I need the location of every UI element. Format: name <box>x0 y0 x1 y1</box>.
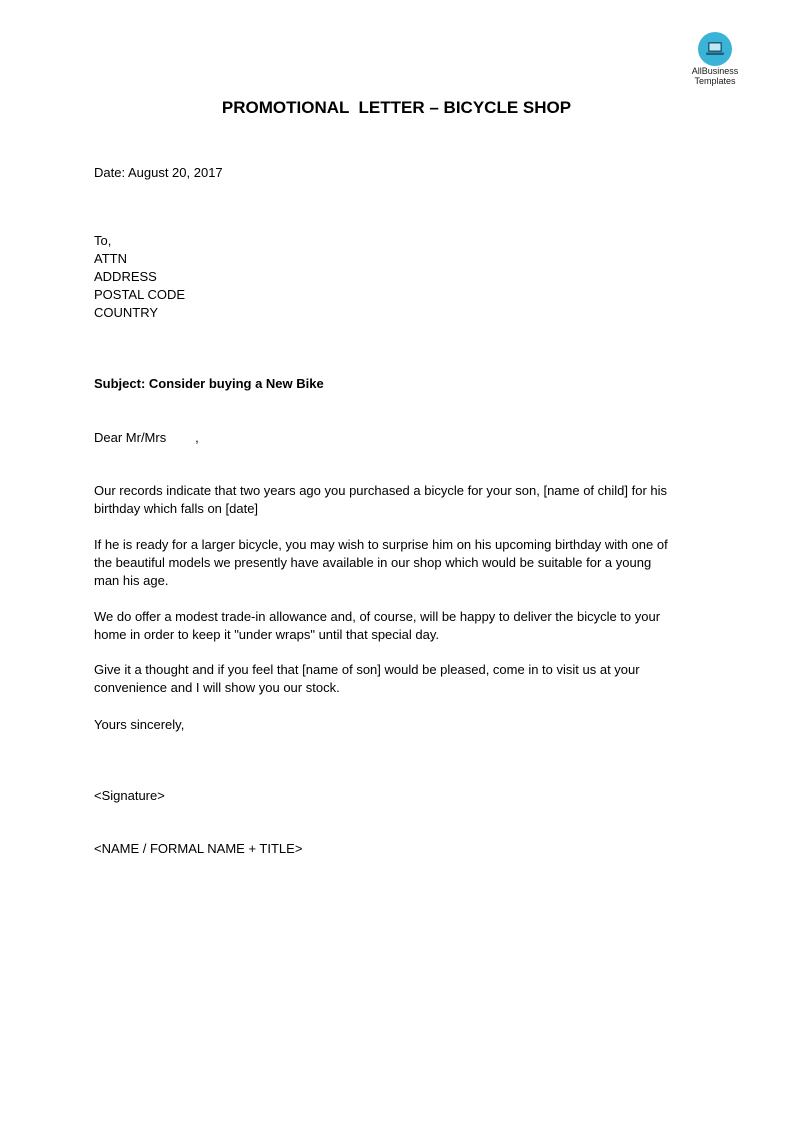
letter-subject: Subject: Consider buying a New Bike <box>94 376 324 391</box>
logo-badge <box>698 32 732 66</box>
address-street: ADDRESS <box>94 269 157 284</box>
logo-text-line2: Templates <box>694 76 736 86</box>
letter-date: Date: August 20, 2017 <box>94 165 223 180</box>
address-postal-code: POSTAL CODE <box>94 287 186 302</box>
salutation: Dear Mr/Mrs , <box>94 430 199 445</box>
body-paragraph-2: If he is ready for a larger bicycle, you may wish to surprise him on his upcoming birthday with one of the beautiful models we presently have available in our shop which would be suitable for a young man his age. <box>94 537 668 588</box>
body-paragraph-4: Give it a thought and if you feel that [name of son] would be pleased, come in to visit us at your convenience and I will show you our stock. <box>94 662 640 695</box>
laptop-icon <box>705 41 725 57</box>
signature-placeholder: <Signature> <box>94 788 165 803</box>
logo-text-line1: AllBusiness <box>691 66 739 76</box>
letter-title: PROMOTIONAL LETTER – BICYCLE SHOP <box>221 98 572 117</box>
body-paragraph-3: We do offer a modest trade-in allowance and, of course, will be happy to deliver the bicycle to your home in order to keep it "under wraps" until that special day. <box>94 609 661 642</box>
body-paragraph-1: Our records indicate that two years ago you purchased a bicycle for your son, [name of child] for his birthday which falls on [date] <box>94 483 668 516</box>
closing: Yours sincerely, <box>94 717 185 732</box>
allbusiness-logo <box>684 32 746 86</box>
address-country: COUNTRY <box>94 305 159 320</box>
address-to: To, <box>94 233 112 248</box>
address-attn: ATTN <box>94 251 127 266</box>
name-title-placeholder: <NAME / FORMAL NAME + TITLE> <box>94 841 303 856</box>
